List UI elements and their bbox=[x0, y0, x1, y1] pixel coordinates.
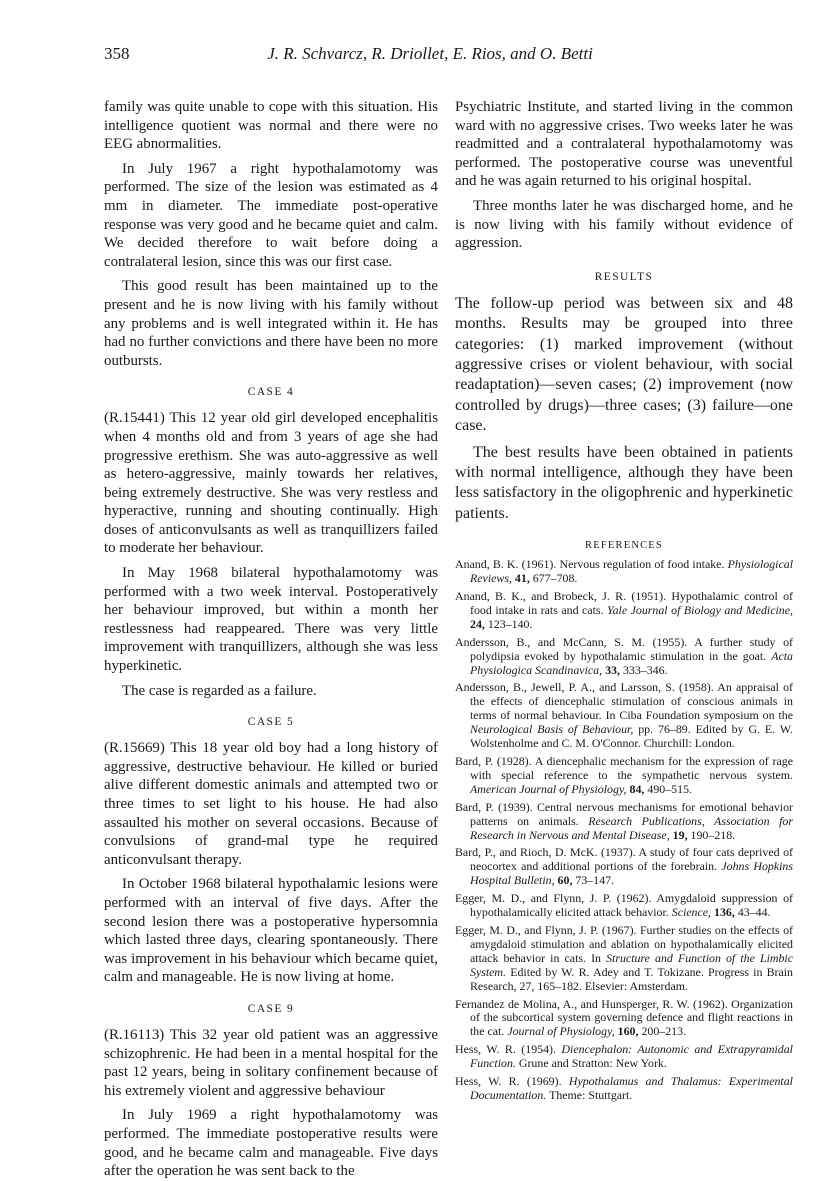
reference-item bbox=[455, 590, 793, 632]
reference-item bbox=[455, 846, 793, 888]
reference-source: Structure and Function of the Limbic System. bbox=[470, 950, 793, 979]
reference-item bbox=[455, 892, 793, 920]
reference-authors: Egger, M. D., and Flynn, J. P. (1967). Further studies on the effects of amygdaloid stimulation and ablation on hypothalamically elicited attack behavior in cats. In bbox=[455, 922, 793, 965]
reference-pages: 123–140. bbox=[487, 616, 533, 631]
reference-volume: 33, bbox=[605, 662, 620, 677]
paragraph: Three months later he was discharged home, and he is now living with his family without evidence of aggression. bbox=[455, 197, 793, 252]
reference-pages: Theme: Stuttgart. bbox=[549, 1087, 633, 1102]
reference-authors: Bard, P., and Rioch, D. McK. (1937). A study of four cats deprived of neocortex and additional portions of the forebrain. bbox=[455, 845, 793, 874]
paragraph: This good result has been maintained up to the present and he is now living with his family without any problems and is well integrated within it. He has had no further convictions and there have been no more outbursts. bbox=[104, 278, 438, 369]
paragraph: (R.15669) This 18 year old boy had a long history of aggressive, destructive behaviour. He killed or buried alive different domestic animals and attempted two or three times to set light to his house. He had also assaulted his mother on several occasions. Because of convulsions of grand-mal type he required anticonvulsant therapy. bbox=[104, 740, 438, 868]
paragraph: Psychiatric Institute, and started living in the common ward with no aggressive crises. Two weeks later he was readmitted and a contralateral hypothalamotomy was performed. The postoperative course was uneventful and he was again returned to his original hospital. bbox=[455, 99, 793, 190]
reference-source: Physiological Reviews, bbox=[470, 557, 794, 586]
reference-pages: 490–515. bbox=[647, 781, 692, 796]
results-section bbox=[455, 294, 793, 524]
reference-pages: Grune and Stratton: New York. bbox=[518, 1056, 667, 1071]
paragraph: In October 1968 bilateral hypothalamic lesions were performed with an interval of five days. After the second lesion there was a postoperative hypersomnia which lasted three days, clearing spontaneously. There was improvement in his behaviour which became quiet, calm and manageable. He is now living at home. bbox=[104, 876, 438, 986]
reference-item bbox=[455, 755, 793, 797]
reference-volume: 19, bbox=[672, 827, 688, 842]
reference-item bbox=[455, 1043, 793, 1071]
case-9-heading: CASE 9 bbox=[247, 1002, 295, 1015]
reference-item bbox=[455, 681, 793, 751]
reference-item bbox=[455, 924, 793, 994]
reference-source: Johns Hopkins Hospital Bulletin, bbox=[470, 859, 793, 888]
paragraph: In July 1967 a right hypothalamotomy was performed. The size of the lesion was estimated as 4 mm in diameter. The immediate post-operative response was very good and he became quiet and calm. We decided therefore to wait before doing a contralateral lesion, since this was our first case. bbox=[104, 160, 438, 270]
reference-source: Hypothalamus and Thalamus: Experimental Documentation. bbox=[470, 1074, 793, 1102]
reference-volume: 24, bbox=[470, 616, 485, 631]
reference-authors: Anand, B. K., and Brobeck, J. R. (1951). Hypothalamic control of food intake in rats and cats. bbox=[455, 589, 793, 617]
reference-list bbox=[455, 558, 793, 1103]
reference-source: American Journal of Physiology, bbox=[470, 781, 627, 796]
reference-source: Science, bbox=[671, 905, 712, 920]
paragraph: (R.16113) This 32 year old patient was an aggressive schizophrenic. He had been in a mental hospital for the past 12 years, being in solitary confinement because of his extremely violent and aggressive behaviour bbox=[104, 1026, 438, 1099]
reference-authors: Fernandez de Molina, A., and Hunsperger, R. W. (1962). Organization of the subcortical system governing defence and flight reactions in the cat. bbox=[455, 996, 793, 1039]
reference-source: Diencephalon: Autonomic and Extrapyramidal Function. bbox=[470, 1042, 793, 1071]
paragraph: The follow-up period was between six and 48 months. Results may be grouped into three categories: (1) marked improvement (without aggressive crises or violent behaviour, with social readaptation)—seven cases; (2) improvement (now controlled by drugs)—three cases; (3) failure—one case. bbox=[455, 294, 793, 435]
reference-source: Acta Physiologica Scandinavica, bbox=[470, 648, 793, 677]
reference-pages: 677–708. bbox=[532, 571, 578, 586]
reference-authors: Anand, B. K. (1961). Nervous regulation of food intake. bbox=[455, 557, 725, 572]
paragraph: (R.15441) This 12 year old girl developed encephalitis when 4 months old and from 3 years of age she had progressive erethism. She was auto-aggressive as well as hetero-aggressive, mainly towards her relatives, being extremely destructive. She was very restless and hyperactive, running and shouting continually. High doses of anticonvulsants as well as tranquillizers failed to moderate her behaviour. bbox=[104, 410, 438, 557]
reference-pages: 200–213. bbox=[641, 1024, 687, 1039]
reference-volume: 136, bbox=[714, 905, 735, 920]
reference-pages: 43–44. bbox=[737, 905, 771, 920]
page-number: 358 bbox=[104, 44, 130, 63]
reference-authors: Hess, W. R. (1969). bbox=[455, 1074, 562, 1089]
reference-volume: 84, bbox=[629, 781, 645, 796]
page-header bbox=[104, 44, 756, 68]
paragraph: The case is regarded as a failure. bbox=[122, 682, 317, 699]
reference-volume: 41, bbox=[514, 571, 530, 586]
reference-source: Journal of Physiology, bbox=[507, 1024, 615, 1039]
left-column bbox=[104, 98, 438, 1181]
reference-source: Research Publications, Association for Research in Nervous and Mental Disease, bbox=[470, 813, 793, 842]
reference-authors: Andersson, B., and McCann, S. M. (1955). A further study of polydipsia evoked by hypothalamic stimulation in the goat. bbox=[455, 634, 793, 663]
reference-authors: Andersson, B., Jewell, P. A., and Larsson, S. (1958). An appraisal of the effects of diencephalic stimulation of conscious animals in terms of normal behaviour. In Ciba Foundation symposium on the bbox=[455, 680, 793, 723]
reference-pages: 190–218. bbox=[690, 827, 736, 842]
reference-pages: pp. 76–89. Edited by G. E. W. Wolstenholme and C. M. O'Connor. Churchill: London. bbox=[470, 722, 793, 751]
case-4-heading: CASE 4 bbox=[247, 386, 295, 399]
reference-pages: 73–147. bbox=[575, 873, 615, 888]
paragraph: In May 1968 bilateral hypothalamotomy was performed with a two week interval. Postoperatively her behaviour improved, but within a month her restlessness had reappeared. There was very little improvement with tranquillizers, although she was less hyperkinetic. bbox=[104, 565, 438, 675]
reference-item bbox=[455, 998, 793, 1040]
paragraph: In July 1969 a right hypothalamotomy was performed. The immediate postoperative results were good, and he became calm and manageable. Five days after the operation he was sent back to the bbox=[104, 1107, 438, 1180]
reference-authors: Bard, P. (1939). Central nervous mechanisms for emotional behavior patterns on animals. bbox=[455, 799, 793, 828]
reference-item bbox=[455, 801, 793, 843]
references-heading: REFERENCES bbox=[585, 540, 663, 552]
reference-pages: 333–346. bbox=[622, 662, 668, 677]
case-5-heading: CASE 5 bbox=[247, 716, 295, 729]
reference-item bbox=[455, 1075, 793, 1103]
results-heading: RESULTS bbox=[594, 270, 654, 283]
reference-volume: 60, bbox=[557, 873, 573, 888]
reference-authors: Egger, M. D., and Flynn, J. P. (1962). Amygdaloid suppression of hypothalamically elicited attack behavior. bbox=[455, 891, 793, 920]
reference-source: Yale Journal of Biology and Medicine, bbox=[607, 602, 793, 617]
reference-volume: 160, bbox=[617, 1024, 639, 1039]
running-head-authors: J. R. Schvarcz, R. Driollet, E. Rios, and O. Betti bbox=[267, 44, 593, 63]
reference-pages: Edited by W. R. Adey and T. Tokizane. Progress in Brain Research, 27, 165–182. Elsevier: Amsterdam. bbox=[470, 964, 793, 993]
paragraph: The best results have been obtained in patients with normal intelligence, although they have been less satisfactory in the oligophrenic and hyperkinetic patients. bbox=[455, 443, 793, 522]
reference-item bbox=[455, 636, 793, 678]
reference-item bbox=[455, 558, 793, 586]
reference-authors: Hess, W. R. (1954). bbox=[455, 1042, 556, 1057]
reference-authors: Bard, P. (1928). A diencephalic mechanism for the expression of rage with special reference to the sympathetic nervous system. bbox=[455, 754, 793, 782]
paragraph: family was quite unable to cope with this situation. His intelligence quotient was normal and there were no EEG abnormalities. bbox=[104, 99, 438, 153]
reference-source: Neurological Basis of Behaviour, bbox=[470, 722, 634, 737]
right-column bbox=[455, 98, 793, 1107]
